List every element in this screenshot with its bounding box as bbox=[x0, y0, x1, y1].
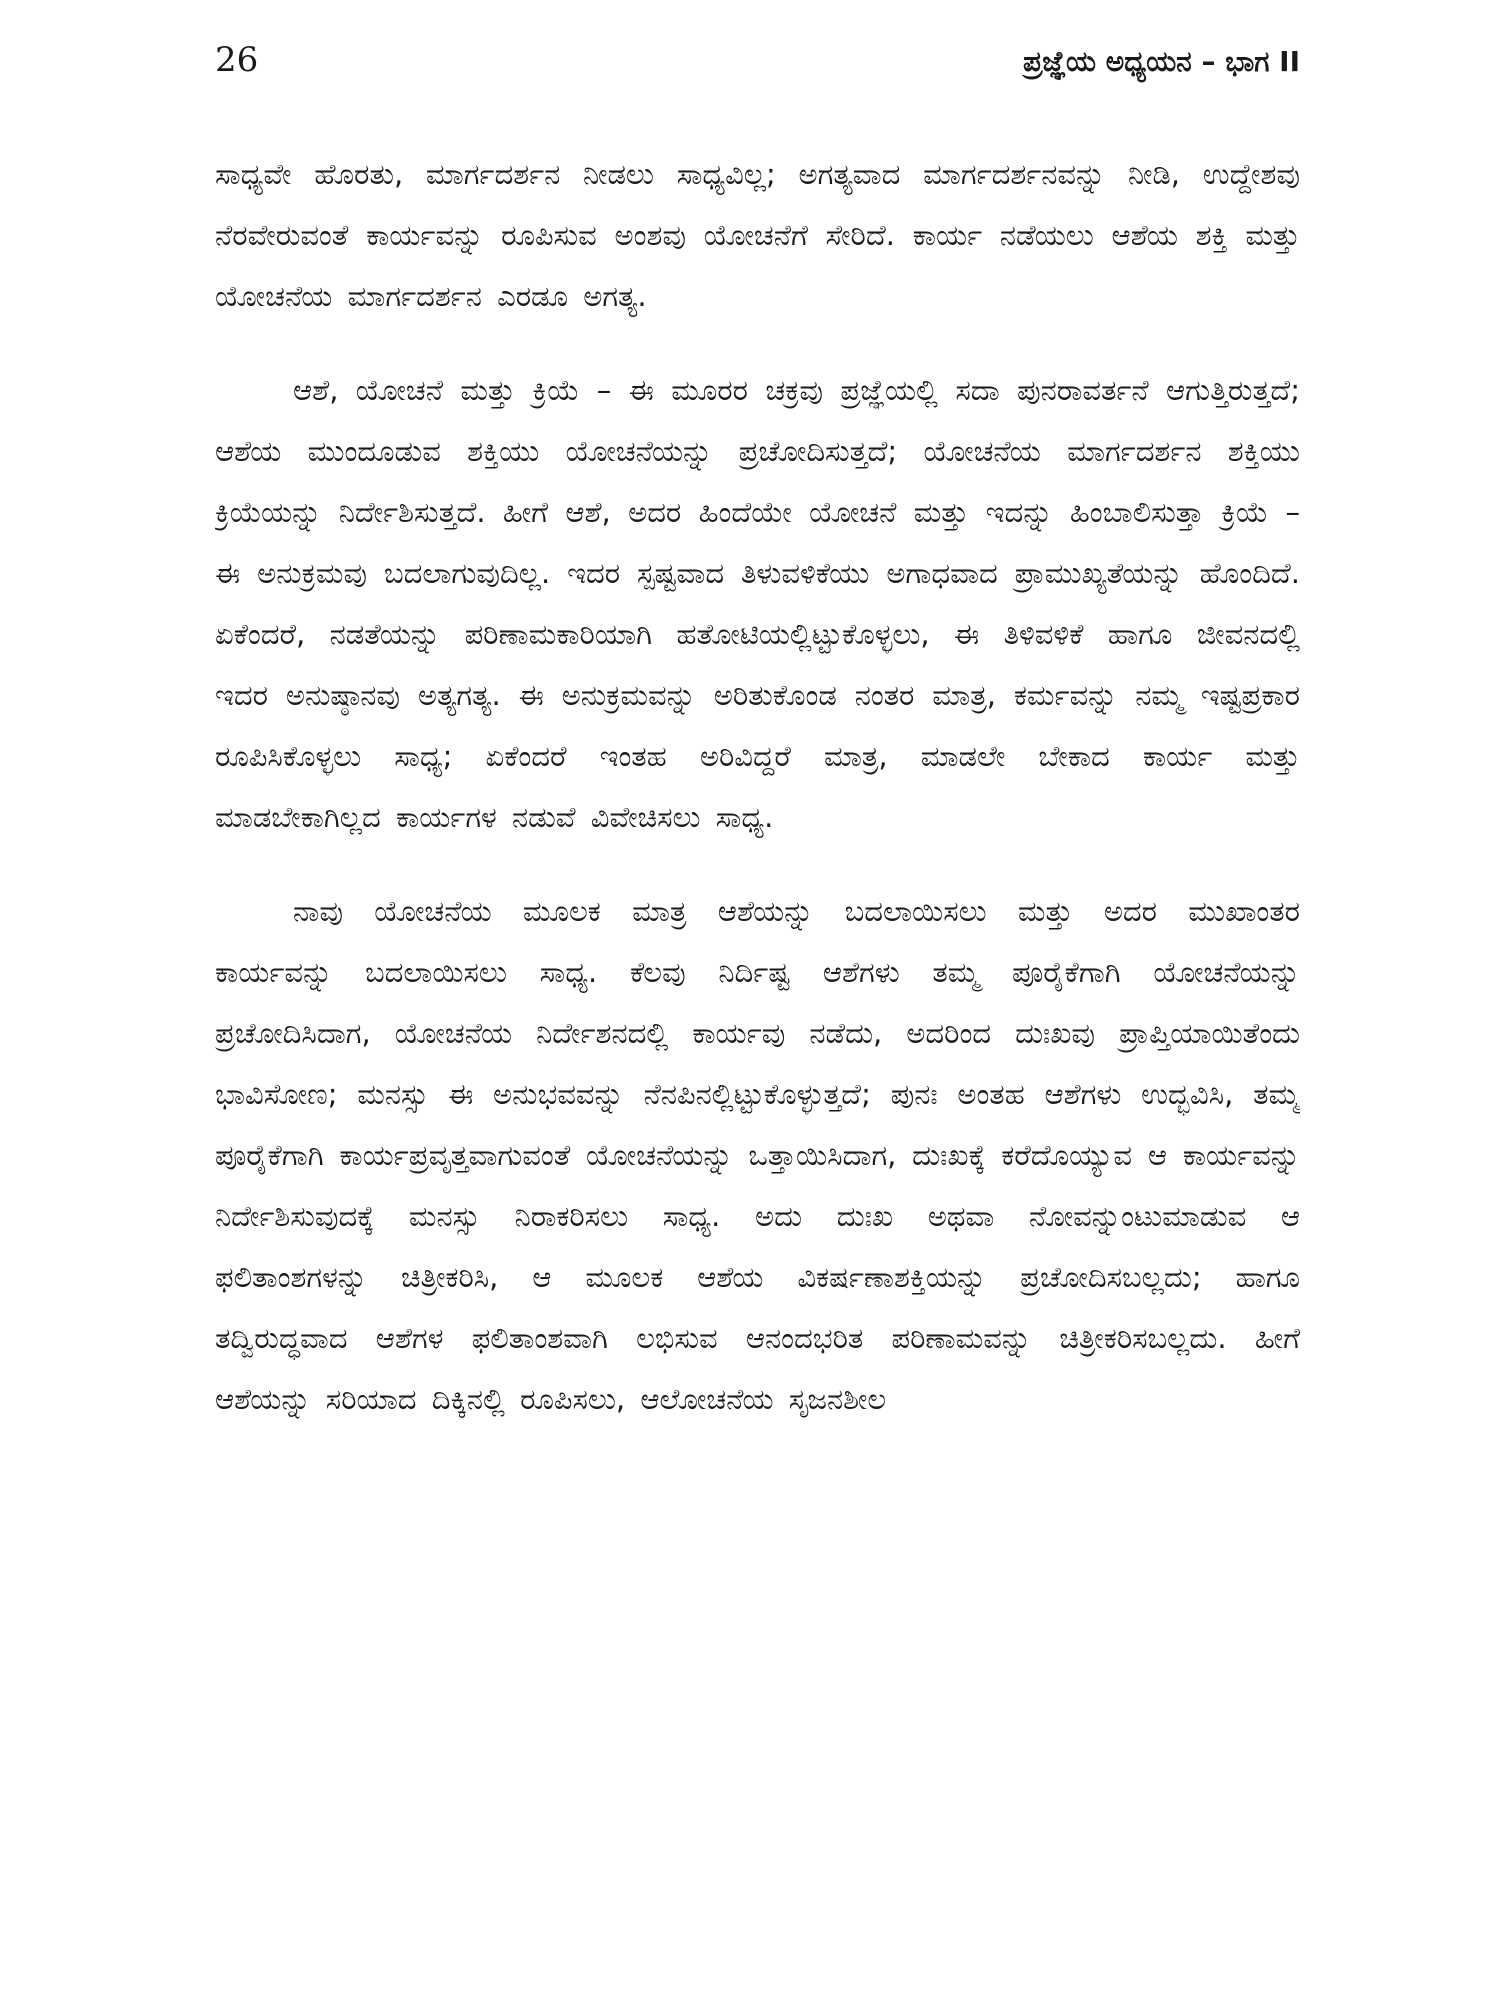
running-header bbox=[215, 40, 1300, 110]
page-number: 26 bbox=[215, 40, 259, 80]
paragraph-changing-desire: ನಾವು ಯೋಚನೆಯ ಮೂಲಕ ಮಾತ್ರ ಆಶೆಯನ್ನು ಬದಲಾಯಿಸಲು ಮತ್ತು ಅದರ ಮುಖಾಂತರ ಕಾರ್ಯವನ್ನು ಬದಲಾಯಿಸಲು ಸಾಧ್ಯ. ಕೆಲವು ನಿರ್ದಿಷ್ಟ ಆಶೆಗಳು ತಮ್ಮ ಪೂರೈಕೆಗಾಗಿ ಯೋಚನೆಯನ್ನು ಪ್ರಚೋದಿಸಿದಾಗ, ಯೋಚನೆಯ ನಿರ್ದೇಶನದಲ್ಲಿ ಕಾರ್ಯವು ನಡೆದು, ಅದರಿಂದ ದುಃಖವು ಪ್ರಾಪ್ತಿಯಾಯಿತೆಂದು ಭಾವಿಸೋಣ; ಮನಸ್ಸು ಈ ಅನುಭವವನ್ನು ನೆನಪಿನಲ್ಲಿಟ್ಟುಕೊಳ್ಳುತ್ತದೆ; ಪುನಃ ಅಂತಹ ಆಶೆಗಳು ಉದ್ಭವಿಸಿ, ತಮ್ಮ ಪೂರೈಕೆಗಾಗಿ ಕಾರ್ಯಪ್ರವೃತ್ತವಾಗುವಂತೆ ಯೋಚನೆಯನ್ನು ಒತ್ತಾಯಿಸಿದಾಗ, ದುಃಖಕ್ಕೆ ಕರೆದೊಯ್ಯುವ ಆ ಕಾರ್ಯವನ್ನು ನಿರ್ದೇಶಿಸುವುದಕ್ಕೆ ಮನಸ್ಸು ನಿರಾಕರಿಸಲು ಸಾಧ್ಯ. ಅದು ದುಃಖ ಅಥವಾ ನೋವನ್ನುಂಟುಮಾಡುವ ಆ ಫಲಿತಾಂಶಗಳನ್ನು ಚಿತ್ರೀಕರಿಸಿ, ಆ ಮೂಲಕ ಆಶೆಯ ವಿಕರ್ಷಣಾಶಕ್ತಿಯನ್ನು ಪ್ರಚೋದಿಸಬಲ್ಲದು; ಹಾಗೂ ತದ್ವಿರುದ್ಧವಾದ ಆಶೆಗಳ ಫಲಿತಾಂಶವಾಗಿ ಲಭಿಸುವ ಆನಂದಭರಿತ ಪರಿಣಾಮವನ್ನು ಚಿತ್ರೀಕರಿಸಬಲ್ಲದು. ಹೀಗೆ ಆಶೆಯನ್ನು ಸರಿಯಾದ ದಿಕ್ಕಿನಲ್ಲಿ ರೂಪಿಸಲು, ಆಲೋಚನೆಯ ಸೃಜನಶೀಲ bbox=[215, 894, 1300, 1416]
book-page bbox=[215, 40, 1300, 1970]
body-text bbox=[215, 144, 1300, 1430]
paragraph-desire-thought-action: ಆಶೆ, ಯೋಚನೆ ಮತ್ತು ಕ್ರಿಯೆ – ಈ ಮೂರರ ಚಕ್ರವು ಪ್ರಜ್ಞೆಯಲ್ಲಿ ಸದಾ ಪುನರಾವರ್ತನೆ ಆಗುತ್ತಿರುತ್ತದೆ; ಆಶೆಯ ಮುಂದೂಡುವ ಶಕ್ತಿಯು ಯೋಚನೆಯನ್ನು ಪ್ರಚೋದಿಸುತ್ತದೆ; ಯೋಚನೆಯ ಮಾರ್ಗದರ್ಶನ ಶಕ್ತಿಯು ಕ್ರಿಯೆಯನ್ನು ನಿರ್ದೇಶಿಸುತ್ತದೆ. ಹೀಗೆ ಆಶೆ, ಅದರ ಹಿಂದೆಯೇ ಯೋಚನೆ ಮತ್ತು ಇದನ್ನು ಹಿಂಬಾಲಿಸುತ್ತಾ ಕ್ರಿಯೆ – ಈ ಅನುಕ್ರಮವು ಬದಲಾಗುವುದಿಲ್ಲ. ಇದರ ಸ್ಪಷ್ಟವಾದ ತಿಳುವಳಿಕೆಯು ಅಗಾಧವಾದ ಪ್ರಾಮುಖ್ಯತೆಯನ್ನು ಹೊಂದಿದೆ. ಏಕೆಂದರೆ, ನಡತೆಯನ್ನು ಪರಿಣಾಮಕಾರಿಯಾಗಿ ಹತೋಟಿಯಲ್ಲಿಟ್ಟುಕೊಳ್ಳಲು, ಈ ತಿಳಿವಳಿಕೆ ಹಾಗೂ ಜೀವನದಲ್ಲಿ ಇದರ ಅನುಷ್ಠಾನವು ಅತ್ಯಗತ್ಯ. ಈ ಅನುಕ್ರಮವನ್ನು ಅರಿತುಕೊಂಡ ನಂತರ ಮಾತ್ರ, ಕರ್ಮವನ್ನು ನಮ್ಮ ಇಷ್ಟಪ್ರಕಾರ ರೂಪಿಸಿಕೊಳ್ಳಲು ಸಾಧ್ಯ; ಏಕೆಂದರೆ ಇಂತಹ ಅರಿವಿದ್ದರೆ ಮಾತ್ರ, ಮಾಡಲೇ ಬೇಕಾದ ಕಾರ್ಯ ಮತ್ತು ಮಾಡಬೇಕಾಗಿಲ್ಲದ ಕಾರ್ಯಗಳ ನಡುವೆ ವಿವೇಚಿಸಲು ಸಾಧ್ಯ. bbox=[215, 373, 1300, 834]
running-title: ಪ್ರಜ್ಞೆಯ ಅಧ್ಯಯನ – ಭಾಗ II bbox=[1023, 45, 1300, 78]
paragraph-continuation: ಸಾಧ್ಯವೇ ಹೊರತು, ಮಾರ್ಗದರ್ಶನ ನೀಡಲು ಸಾಧ್ಯವಿಲ್ಲ; ಅಗತ್ಯವಾದ ಮಾರ್ಗದರ್ಶನವನ್ನು ನೀಡಿ, ಉದ್ದೇಶವು ನೆರವೇರುವಂತೆ ಕಾರ್ಯವನ್ನು ರೂಪಿಸುವ ಅಂಶವು ಯೋಚನೆಗೆ ಸೇರಿದೆ. ಕಾರ್ಯ ನಡೆಯಲು ಆಶೆಯ ಶಕ್ತಿ ಮತ್ತು ಯೋಚನೆಯ ಮಾರ್ಗದರ್ಶನ ಎರಡೂ ಅಗತ್ಯ. bbox=[215, 157, 1300, 313]
